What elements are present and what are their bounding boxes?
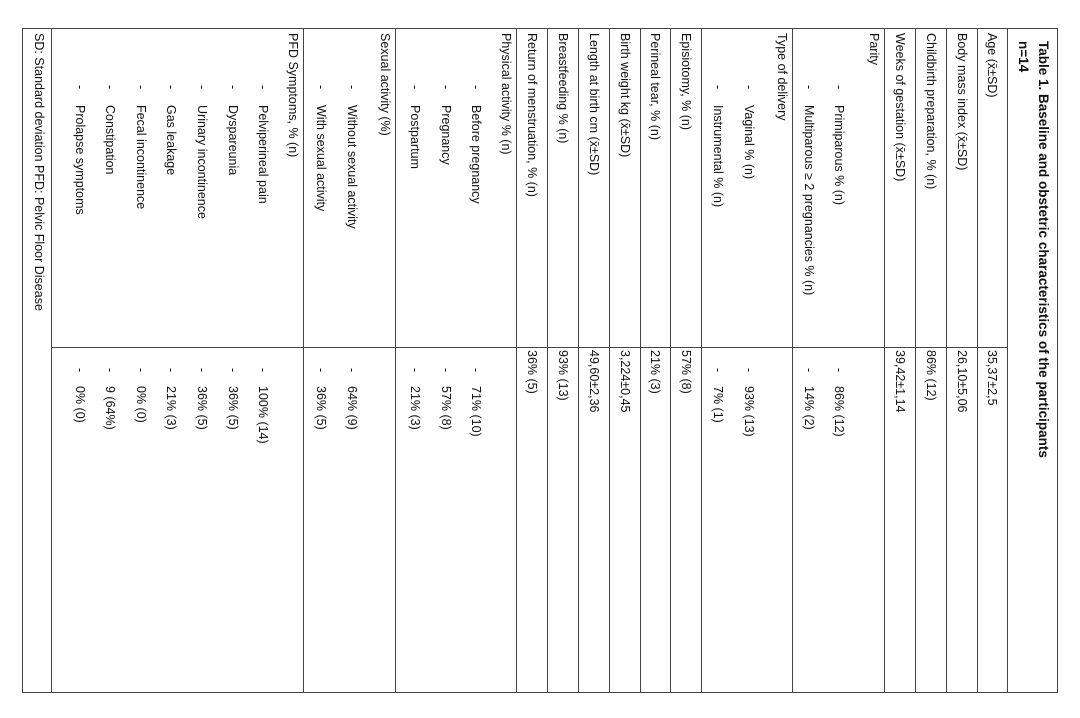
row-label: Perineal tear, % (n) [648,33,662,140]
row-value: 3,224±0,45 [618,350,632,413]
row-label: Return of menstruation, % (n) [525,33,539,197]
bullet-dash: - [439,85,453,90]
row-label: Physical activity % (n) [499,33,513,155]
row-value: 86% (12) [924,350,938,401]
bullet-dash: - [314,368,328,373]
row-label: Age (x̄±SD) [985,33,999,98]
table-row [978,29,1008,692]
sub-label: Dyspareunia [226,105,240,176]
bullet-dash: - [103,368,117,373]
sub-value: 57% (8) [439,386,453,430]
bullet-dash: - [134,85,148,90]
sub-value: 36% (5) [314,386,328,430]
table-title: Table 1. Baseline and obstetric characteristics of the participants [1036,41,1051,458]
sub-value: 7% (1) [711,386,725,423]
sub-label: Vaginal % (n) [742,105,756,180]
bullet-dash: - [802,85,816,90]
sub-label: Prolapse symptoms [73,105,87,215]
row-label: Weeks of gestation (x̄±SD) [893,33,907,182]
row-value: 21% (3) [648,350,662,394]
sub-label: Constipation [103,105,117,175]
bullet-dash: - [73,85,87,90]
bullet-dash: - [832,85,846,90]
sub-value: 36% (5) [195,386,209,430]
sub-label: Multiparous ≥ 2 pregnancies % (n) [802,105,816,296]
row-label: PFD Symptoms, % (n) [286,33,300,158]
sub-value: 86% (12) [832,386,846,437]
table-row-delivery [702,29,793,692]
row-label: Body mass index (x̄±SD) [955,33,969,171]
sub-value: 36% (5) [226,386,240,430]
row-value: 26,10±5,06 [955,350,969,413]
bullet-dash: - [711,85,725,90]
sub-label: Pregnancy [439,105,453,165]
sub-label: Urinary incontinence [195,105,209,219]
bullet-dash: - [711,368,725,373]
bullet-dash: - [469,85,483,90]
table-row-pfd-symptoms [52,29,304,692]
table-row-physical-activity [396,29,517,692]
table-row [916,29,947,692]
table-row [947,29,978,692]
row-value: 57% (8) [679,350,693,394]
table-row [671,29,702,692]
sub-label: Postpartum [408,105,422,169]
bullet-dash: - [408,85,422,90]
sub-value: 93% (13) [742,386,756,437]
sub-label: With sexual activity [314,105,328,212]
row-label: Parity [867,33,881,65]
table-footnote: SD: Standard deviation PFD: Pelvic Floor Disease [32,33,46,311]
sub-value: 100% (14) [256,386,270,444]
bullet-dash: - [742,368,756,373]
sub-value: 21% (3) [164,386,178,430]
sub-label: Fecal incontinence [134,105,148,210]
table-row-parity [793,29,885,692]
row-label: Type of delivery [775,33,789,121]
table-row [548,29,579,692]
sub-value: 64% (9) [345,386,359,430]
bullet-dash: - [226,85,240,90]
bullet-dash: - [256,85,270,90]
sub-value: 14% (2) [802,386,816,430]
row-value: 35,37±2,5 [985,350,999,406]
characteristics-table [52,29,1008,692]
row-value: 36% (5) [525,350,539,394]
bullet-dash: - [439,368,453,373]
sub-value: 9 (64%) [103,386,117,430]
table-row [641,29,671,692]
table-row-sexual-activity [304,29,396,692]
sub-label: Before pregnancy [469,105,483,204]
sub-label: Primiparous % (n) [832,105,846,206]
row-value: 39,42±1,14 [893,350,907,413]
table-row [610,29,641,692]
footer-divider [51,29,52,692]
sub-value: 21% (3) [408,386,422,430]
row-label: Birth weight kg (x̄±SD) [618,33,632,158]
sample-size: n=14 [1016,41,1031,73]
bullet-dash: - [469,368,483,373]
bullet-dash: - [103,85,117,90]
sub-label: Gas leakage [164,105,178,176]
sub-value: 71% (10) [469,386,483,437]
bullet-dash: - [832,368,846,373]
row-label: Sexual activity (%) [378,33,392,136]
row-value: 93% (13) [556,350,570,401]
bullet-dash: - [256,368,270,373]
row-label: Breastfeeding % (n) [556,33,570,144]
sub-label: Instrumental % (n) [711,105,725,208]
bullet-dash: - [134,368,148,373]
bullet-dash: - [345,368,359,373]
bullet-dash: - [226,368,240,373]
bullet-dash: - [73,368,87,373]
row-label: Length at birth cm (x̄±SD) [587,33,601,176]
table-row [517,29,548,692]
bullet-dash: - [314,85,328,90]
sub-value: 0% (0) [73,386,87,423]
bullet-dash: - [345,85,359,90]
bullet-dash: - [195,368,209,373]
sub-label: Without sexual activity [345,105,359,229]
table-frame [22,28,1058,693]
bullet-dash: - [408,368,422,373]
bullet-dash: - [164,368,178,373]
table-row [885,29,916,692]
bullet-dash: - [195,85,209,90]
bullet-dash: - [742,85,756,90]
bullet-dash: - [164,85,178,90]
table-row [579,29,610,692]
sub-label: Pelviperineal pain [256,105,270,204]
bullet-dash: - [802,368,816,373]
row-label: Childbirth preparation, % (n) [924,33,938,190]
row-label: Episiotomy, % (n) [679,33,693,131]
row-value: 49,60±2,36 [587,350,601,413]
sub-value: 0% (0) [134,386,148,423]
